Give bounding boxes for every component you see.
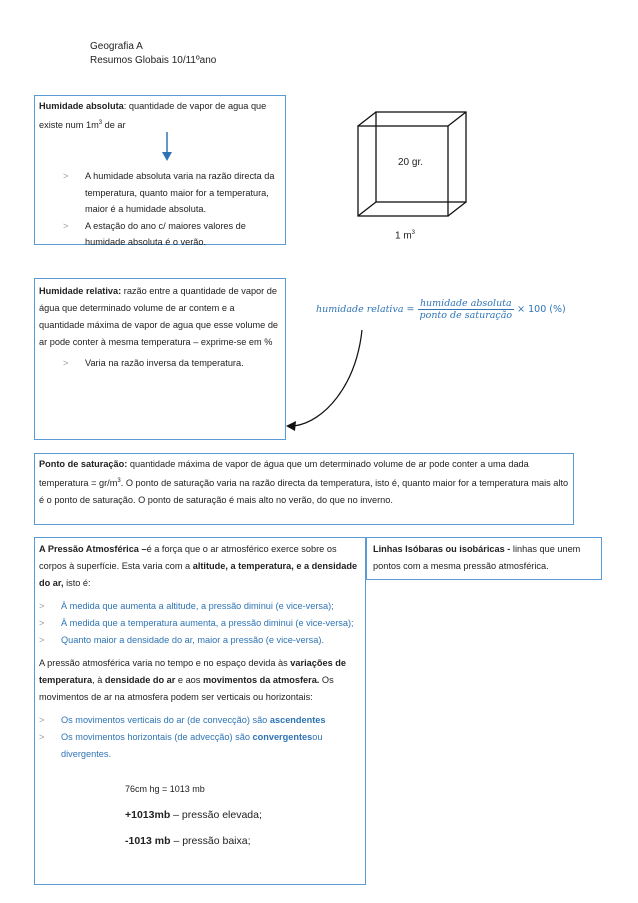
bullet-item: > À medida que aumenta a altitude, a pressão diminui (e vice-versa); — [39, 598, 361, 615]
curved-arrow-icon — [284, 326, 374, 436]
linhas-isobaras-term: Linhas Isóbaras ou isobáricas - — [373, 544, 511, 554]
pressao-definition: A Pressão Atmosférica –é a força que o ar atmosférico exerce sobre os corpos à superfície. Esta varia com a altitude, a temperatura, e a densidade do ar, isto é: — [39, 544, 358, 588]
pressao-variation-paragraph: A pressão atmosférica varia no tempo e no espaço devida às variações de temperatura, à densidade do ar e aos movimentos da atmosfera. Os movimentos de ar na atmosfera podem ser verticais ou horizontais: — [39, 658, 346, 702]
formula-numerator: humidade absoluta — [418, 298, 515, 310]
header-subtitle: Resumos Globais 10/11ºano — [90, 55, 217, 66]
bullet-item: > Os movimentos verticais do ar (de convecção) são ascendentes — [39, 712, 361, 729]
ponto-saturacao-term: Ponto de saturação: — [39, 459, 128, 469]
humidade-relativa-box — [34, 278, 286, 440]
ponto-saturacao-definition: Ponto de saturação: quantidade máxima de vapor de água que um determinado volume de ar pode conter a uma dada temperatura = $gr/m^3$. O ponto de saturação varia na razão directa da temperatura, isto é, quanto maior for a temperatura mais alto é o ponto de saturação. O ponto de saturação é mais alto no verão, do que no inverno. — [39, 459, 569, 506]
pressure-equivalence: 76cm hg = 1013 mb — [125, 784, 205, 794]
humidade-absoluta-definition: Humidade absoluta: quantidade de vapor de agua que existe num $1m^3$ de ar — [39, 101, 267, 131]
pressao-term: A Pressão Atmosférica – — [39, 544, 147, 554]
document-header — [90, 40, 216, 68]
ponto-saturacao-box — [34, 453, 574, 525]
linhas-isobaras-box — [366, 537, 602, 580]
linhas-isobaras-definition: Linhas Isóbaras ou isobáricas - linhas que unem pontos com a mesma pressão atmosférica. — [373, 544, 581, 571]
bullet-item: > A estação do ano c/ maiores valores de humidade absoluta é o verão. — [63, 218, 281, 251]
bullet-item: > Quanto maior a densidade do ar, maior a pressão (e vice-versa). — [39, 632, 361, 649]
cube-mass-label: 20 gr. — [398, 157, 424, 168]
bullet-item: > Varia na razão inversa da temperatura. — [63, 355, 281, 372]
header-subject: Geografia A — [90, 41, 143, 52]
humidade-relativa-formula — [316, 298, 566, 321]
formula-rhs: × 100 (%) — [517, 304, 566, 315]
bullet-item: > A humidade absoluta varia na razão directa da temperatura, quanto maior for a temperatura, maior é a humidade absoluta. — [63, 168, 281, 218]
low-pressure-line: -1013 mb – pressão baixa; — [125, 835, 251, 847]
humidade-absoluta-box — [34, 95, 286, 248]
bullet-item: > Os movimentos horizontais (de advecção) são convergentesou divergentes. — [39, 729, 361, 763]
down-arrow-icon — [160, 132, 174, 162]
cube-volume-label: 1 $m^3$ — [395, 230, 416, 242]
humidade-relativa-definition: Humidade relativa: razão entre a quantidade de vapor de água que determinado volume de ar contem e a quantidade máxima de vapor de agua que esse volume de ar pode conter à mesma temperatura – exprime-se em % — [39, 286, 279, 347]
humidade-relativa-term: Humidade relativa: — [39, 286, 122, 296]
formula-denominator: ponto de saturação — [419, 310, 513, 321]
formula-fraction — [418, 298, 515, 321]
high-pressure-line: +1013mb – pressão elevada; — [125, 809, 262, 821]
cube-diagram — [356, 110, 468, 230]
pressao-atmosferica-box — [34, 537, 366, 885]
formula-lhs: humidade relativa = — [316, 304, 415, 315]
humidade-absoluta-term: Humidade absoluta — [39, 101, 124, 111]
bullet-item: > À medida que a temperatura aumenta, a pressão diminui (e vice-versa); — [39, 615, 361, 632]
